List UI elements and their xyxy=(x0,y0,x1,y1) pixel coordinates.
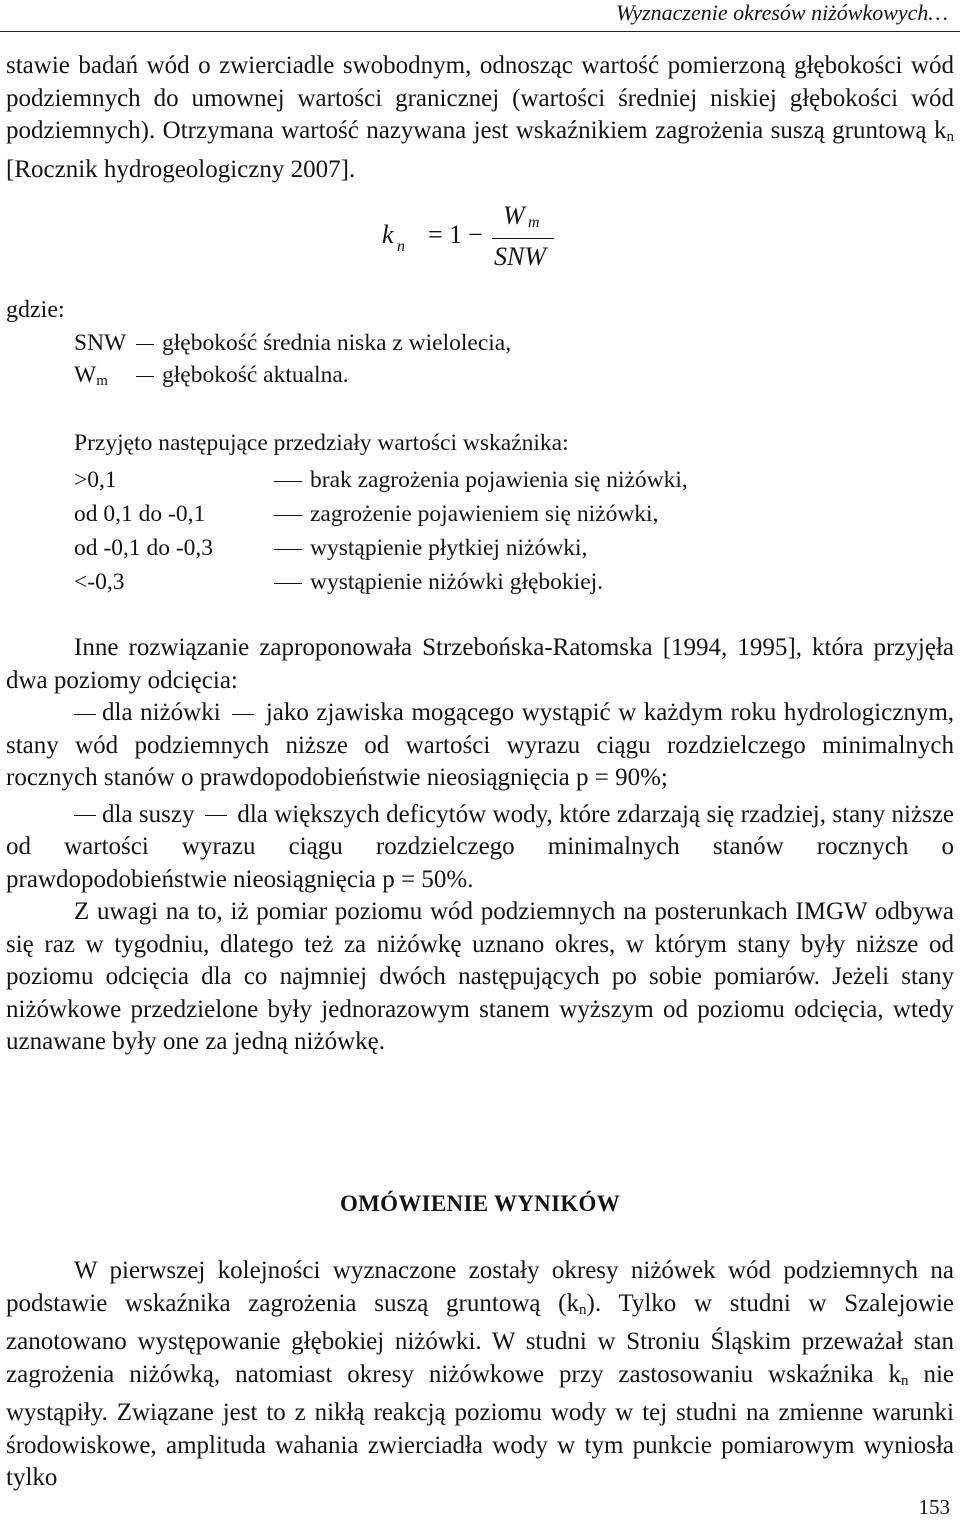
threshold-row xyxy=(74,533,874,567)
formula-lhs-sub: n xyxy=(397,238,405,255)
threshold-desc: wystąpienie niżówki głębokiej. xyxy=(310,569,604,595)
bullet-term: dla niżówki xyxy=(102,699,221,726)
dash xyxy=(136,344,154,345)
intro-subscript: n xyxy=(946,129,954,145)
thresholds-intro: Przyjęto następujące przedziały wartości wskaźnika: xyxy=(74,430,569,456)
dash xyxy=(74,815,96,816)
threshold-range: od -0,1 do -0,3 xyxy=(74,535,214,561)
threshold-range: <-0,3 xyxy=(74,569,125,595)
threshold-row xyxy=(74,465,874,499)
threshold-range: >0,1 xyxy=(74,467,117,493)
dash xyxy=(274,515,302,516)
results-paragraph: W pierwszej kolejności wyznaczone zostały okresy niżówek wód podziemnych na podstawie wskaźnika zagrożenia suszą gruntową $(k_n)$. Tylko w studni w Szalejowie zanotowano występowanie głębokiej niżówki. W studni w Stroniu Śląskim przeważał stan zagrożenia niżówką, natomiast okresy niżówkowe przy zastosowaniu wskaźnika $k_n$ nie wystąpiły. Związane jest to z nikłą reakcją poziomu wody w tej studni na zmienne warunki środowiskowe, amplituda wahania zwierciadła wody w tym punkcie pomiarowym wyniosła tylko xyxy=(6,1257,954,1491)
threshold-row xyxy=(74,499,874,533)
thresholds-table xyxy=(74,465,874,601)
bullet-term: dla suszy xyxy=(102,800,195,828)
formula-fraction-bar xyxy=(492,238,554,239)
intro-text-a: stawie badań wód o zwierciadle swobodnym, odnosząc wartość pomierzoną głębokości wód podziemnych do umownej wartości granicznej (wartości średniej niskiej głębokości wód podziemnych). Otrzymana wartość nazywana jest wskaźnikiem zagrożenia suszą gruntową k xyxy=(6,52,954,144)
formula-lhs-var: k xyxy=(382,220,394,249)
dash xyxy=(74,714,96,715)
alt-method-intro: Inne rozwiązanie zaproponowała Strzebońska-Ratomska [1994, 1995], która przyjęła dwa poziomy odcięcia: xyxy=(6,634,954,694)
threshold-desc: brak zagrożenia pojawienia się niżówki, xyxy=(310,467,688,493)
dash xyxy=(205,815,227,816)
bullet-low-water xyxy=(6,697,954,795)
definition-item xyxy=(74,360,874,390)
threshold-range: od 0,1 do -0,1 xyxy=(74,501,206,527)
results-subscript: n xyxy=(579,1301,587,1318)
page-number: 153 xyxy=(918,1495,950,1519)
definitions-list xyxy=(74,328,874,390)
results-subscript: n xyxy=(901,1372,909,1389)
formula-num-sub: m xyxy=(528,214,540,231)
threshold-desc: zagrożenie pojawieniem się niżówki, xyxy=(310,501,659,527)
definitions-intro: gdzie: xyxy=(6,297,65,323)
bullet-text: dla większych deficytów wody, które zdarzają się rzadziej, stany niższe od wartości wyrazu ciągu rozdzielczego minimalnych stanów rocznych o prawdopodobieństwie nieosiągnięcia p = 50%. xyxy=(6,800,955,893)
formula-denominator: SNW xyxy=(494,242,546,271)
bullet-drought xyxy=(6,799,954,897)
alt-method-paragraph xyxy=(6,632,954,1059)
intro-text-b: [Rocznik hydrogeologiczny 2007]. xyxy=(6,155,356,183)
formula-kn xyxy=(380,200,580,280)
formula-num-var: W xyxy=(503,201,525,230)
formula-minus: − xyxy=(468,220,483,249)
section-heading: OMÓWIENIE WYNIKÓW xyxy=(339,1191,621,1216)
dash xyxy=(274,583,302,584)
dash xyxy=(232,714,254,715)
formula-equals-one: = 1 xyxy=(428,220,463,249)
dash xyxy=(274,481,302,482)
running-header: Wyznaczenie okresów niżówkowych… xyxy=(616,0,948,25)
definition-symbol: $W_m$ xyxy=(74,362,108,389)
header-rule xyxy=(0,31,960,32)
threshold-desc: wystąpienie płytkiej niżówki, xyxy=(310,535,588,561)
bullet-text: jako zjawiska mogącego wystąpić w każdym roku hydrologicznym, stany wód podziemnych niższe od wartości wyrazu ciągu rozdzielczego minimalnych rocznych stanów o prawdopodobieństwie nieosiągnięcia p = 90%; xyxy=(6,699,955,791)
dash xyxy=(274,549,302,550)
intro-paragraph xyxy=(6,50,954,186)
definition-desc: głębokość aktualna. xyxy=(162,362,349,388)
definition-item xyxy=(74,328,874,358)
definition-desc: głębokość średnia niska z wielolecia, xyxy=(162,330,512,356)
dash xyxy=(136,376,154,377)
definition-symbol: SNW xyxy=(74,330,127,356)
imgw-paragraph: Z uwagi na to, iż pomiar poziomu wód podziemnych na posterunkach IMGW odbywa się raz w tygodniu, dlatego też za niżówkę uznano okres, w którym stany były niższe od poziomu odcięcia dla co najmniej dwóch następujących po sobie pomiarów. Jeżeli stany niżówkowe przedzielone były jednorazowym stanem wyższym od poziomu odcięcia, wtedy uznawane były one za jedną niżówkę. xyxy=(6,898,954,1055)
threshold-row xyxy=(74,567,874,601)
